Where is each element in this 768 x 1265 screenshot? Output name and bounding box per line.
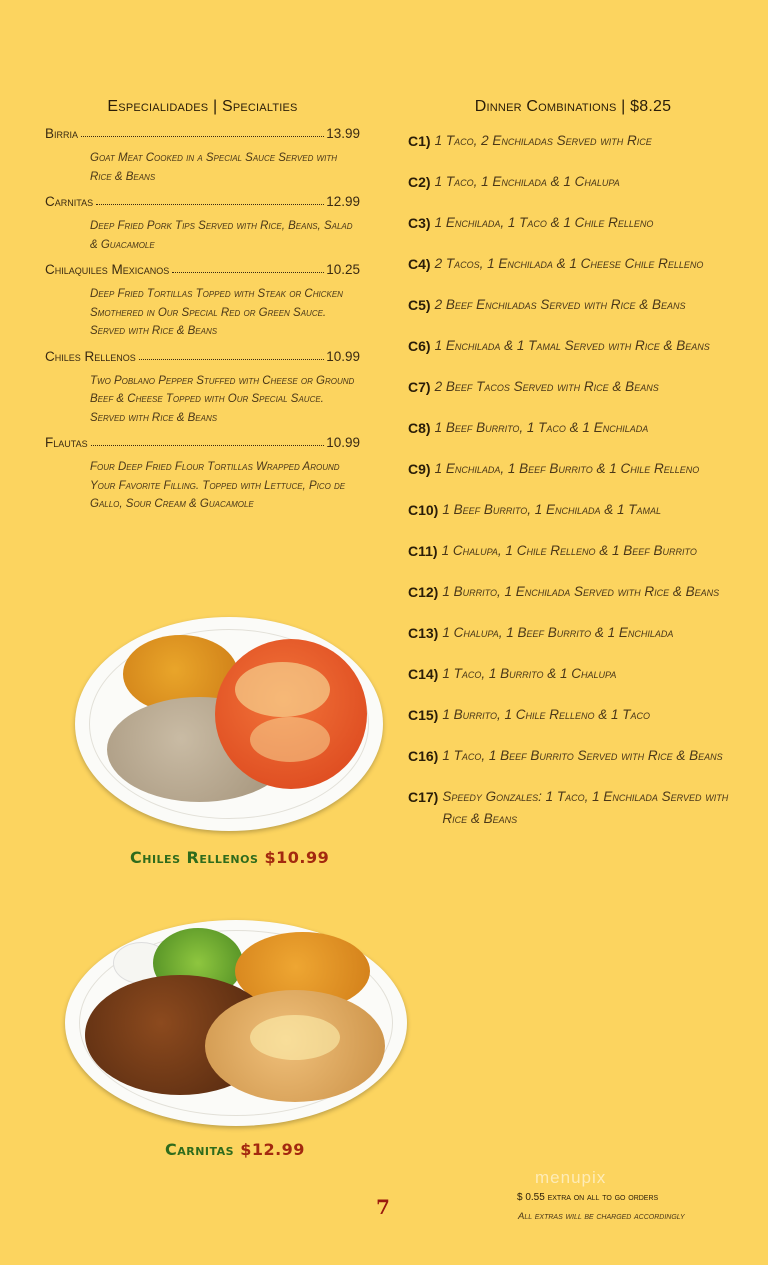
combo-description: 1 Chalupa, 1 Beef Burrito & 1 Enchilada (442, 625, 674, 640)
combo-code: C9) (408, 461, 431, 477)
combo-code: C4) (408, 256, 431, 272)
combo-code: C15) (408, 707, 439, 723)
combinations-title: Dinner Combinations | $8.25 (474, 98, 672, 115)
specialty-item (45, 194, 360, 254)
photo-caption-price: $10.99 (264, 848, 330, 867)
combo-item (408, 581, 738, 603)
specialty-item (45, 435, 360, 514)
specialty-price: 10.99 (326, 348, 360, 364)
extras-note-2: All extras will be charged accordingly (518, 1211, 685, 1222)
specialty-item (45, 126, 360, 186)
combo-code: C1) (408, 133, 431, 149)
extras-note: $ 0.55 extra on all to go orders (517, 1192, 659, 1203)
specialty-description: Deep Fried Tortillas Topped with Steak or Chicken Smothered in Our Special Red or Green Sauce. Served with Rice & Beans (90, 288, 343, 337)
combo-description: 1 Taco, 1 Enchilada & 1 Chalupa (434, 174, 620, 189)
combo-item (408, 786, 738, 830)
specialty-description: Two Poblano Pepper Stuffed with Cheese or Ground Beef & Cheese Topped with Our Special Sauce. Served with Rice & Beans (90, 374, 355, 424)
page-number: 7 (376, 1195, 390, 1219)
combo-item (408, 499, 738, 521)
dot-leader (139, 359, 324, 360)
specialty-line (45, 262, 360, 277)
specialty-description: Four Deep Fried Flour Tortillas Wrapped Around Your Favorite Filling. Topped with Lettuce, Pico de Gallo, Sour Cream & Guacamole (90, 461, 346, 510)
specialty-price: 13.99 (326, 126, 360, 141)
combo-description: 2 Beef Enchiladas Served with Rice & Beans (434, 297, 686, 312)
specialty-line (45, 126, 360, 141)
specialty-description: Goat Meat Cooked in a Special Sauce Served with Rice & Beans (90, 152, 337, 183)
combo-item (408, 663, 738, 685)
specialty-name: Flautas (45, 435, 88, 450)
combo-code: C17) (408, 789, 439, 805)
chiles-rellenos-caption (130, 848, 329, 867)
dot-leader (172, 272, 324, 273)
photo-caption-price: $12.99 (240, 1140, 305, 1159)
specialty-line (45, 349, 360, 364)
photo-caption-name: Chiles Rellenos (130, 848, 259, 867)
combo-code: C6) (408, 338, 431, 354)
combo-item (408, 745, 738, 767)
combo-code: C5) (408, 297, 431, 313)
combo-item (408, 540, 738, 562)
specialty-price: 10.99 (326, 435, 360, 450)
combo-code: C7) (408, 379, 431, 395)
combinations-section (408, 98, 738, 849)
combo-description: 1 Burrito, 1 Chile Relleno & 1 Taco (442, 707, 651, 722)
combo-item (408, 171, 738, 193)
combo-item (408, 335, 738, 357)
specialty-item (45, 262, 360, 341)
specialty-price: 10.25 (326, 262, 360, 277)
combo-code: C2) (408, 174, 431, 190)
combo-item (408, 294, 738, 316)
combo-description: 2 Tacos, 1 Enchilada & 1 Cheese Chile Relleno (434, 256, 704, 271)
combo-description: 1 Beef Burrito, 1 Taco & 1 Enchilada (434, 420, 649, 435)
combo-description: Speedy Gonzales: 1 Taco, 1 Enchilada Served with Rice & Beans (442, 789, 729, 826)
combo-description: 1 Chalupa, 1 Chile Relleno & 1 Beef Burrito (441, 543, 697, 558)
specialty-name: Chiles Rellenos (45, 348, 136, 364)
combo-code: C14) (408, 666, 439, 682)
carnitas-caption (165, 1140, 305, 1159)
combo-code: C8) (408, 420, 431, 436)
watermark: menupix (535, 1168, 607, 1187)
specialty-line (45, 194, 360, 209)
combo-code: C11) (408, 543, 438, 559)
dot-leader (81, 136, 324, 137)
combo-item (408, 253, 738, 275)
combinations-list (408, 130, 738, 830)
combo-description: 2 Beef Tacos Served with Rice & Beans (434, 379, 659, 394)
combo-item (408, 130, 738, 152)
combo-description: 1 Burrito, 1 Enchilada Served with Rice & Beans (442, 584, 720, 599)
combo-code: C13) (408, 625, 439, 641)
combo-description: 1 Enchilada & 1 Tamal Served with Rice & Beans (434, 338, 710, 353)
combo-code: C3) (408, 215, 431, 231)
combo-code: C10) (408, 502, 439, 518)
dot-leader (96, 204, 324, 205)
specialties-list (45, 126, 360, 514)
specialties-title: Especialidades | Specialties (107, 98, 298, 115)
combo-description: 1 Taco, 2 Enchiladas Served with Rice (434, 133, 652, 148)
carnitas-photo (65, 920, 407, 1126)
combo-item (408, 622, 738, 644)
combo-item (408, 212, 738, 234)
combo-item (408, 458, 738, 480)
combo-item (408, 704, 738, 726)
specialty-name: Carnitas (45, 194, 94, 209)
combo-item (408, 417, 738, 439)
combo-code: C12) (408, 584, 439, 600)
combo-description: 1 Enchilada, 1 Taco & 1 Chile Relleno (434, 215, 654, 230)
combo-description: 1 Enchilada, 1 Beef Burrito & 1 Chile Relleno (434, 461, 700, 476)
specialty-description: Deep Fried Pork Tips Served with Rice, Beans, Salad & Guacamole (90, 220, 353, 251)
specialty-name: Chilaquiles Mexicanos (45, 262, 170, 277)
combo-description: 1 Beef Burrito, 1 Enchilada & 1 Tamal (442, 502, 662, 517)
combo-description: 1 Taco, 1 Burrito & 1 Chalupa (442, 666, 617, 681)
photo-caption-name: Carnitas (165, 1140, 235, 1159)
dot-leader (91, 445, 325, 446)
chiles-rellenos-photo (75, 617, 383, 831)
combo-code: C16) (408, 748, 439, 764)
combo-item (408, 376, 738, 398)
specialty-line (45, 435, 360, 450)
specialty-name: Birria (45, 126, 79, 141)
specialty-price: 12.99 (326, 194, 360, 209)
specialties-section (45, 98, 360, 522)
combo-description: 1 Taco, 1 Beef Burrito Served with Rice & Beans (442, 748, 723, 763)
specialty-item (45, 349, 360, 428)
